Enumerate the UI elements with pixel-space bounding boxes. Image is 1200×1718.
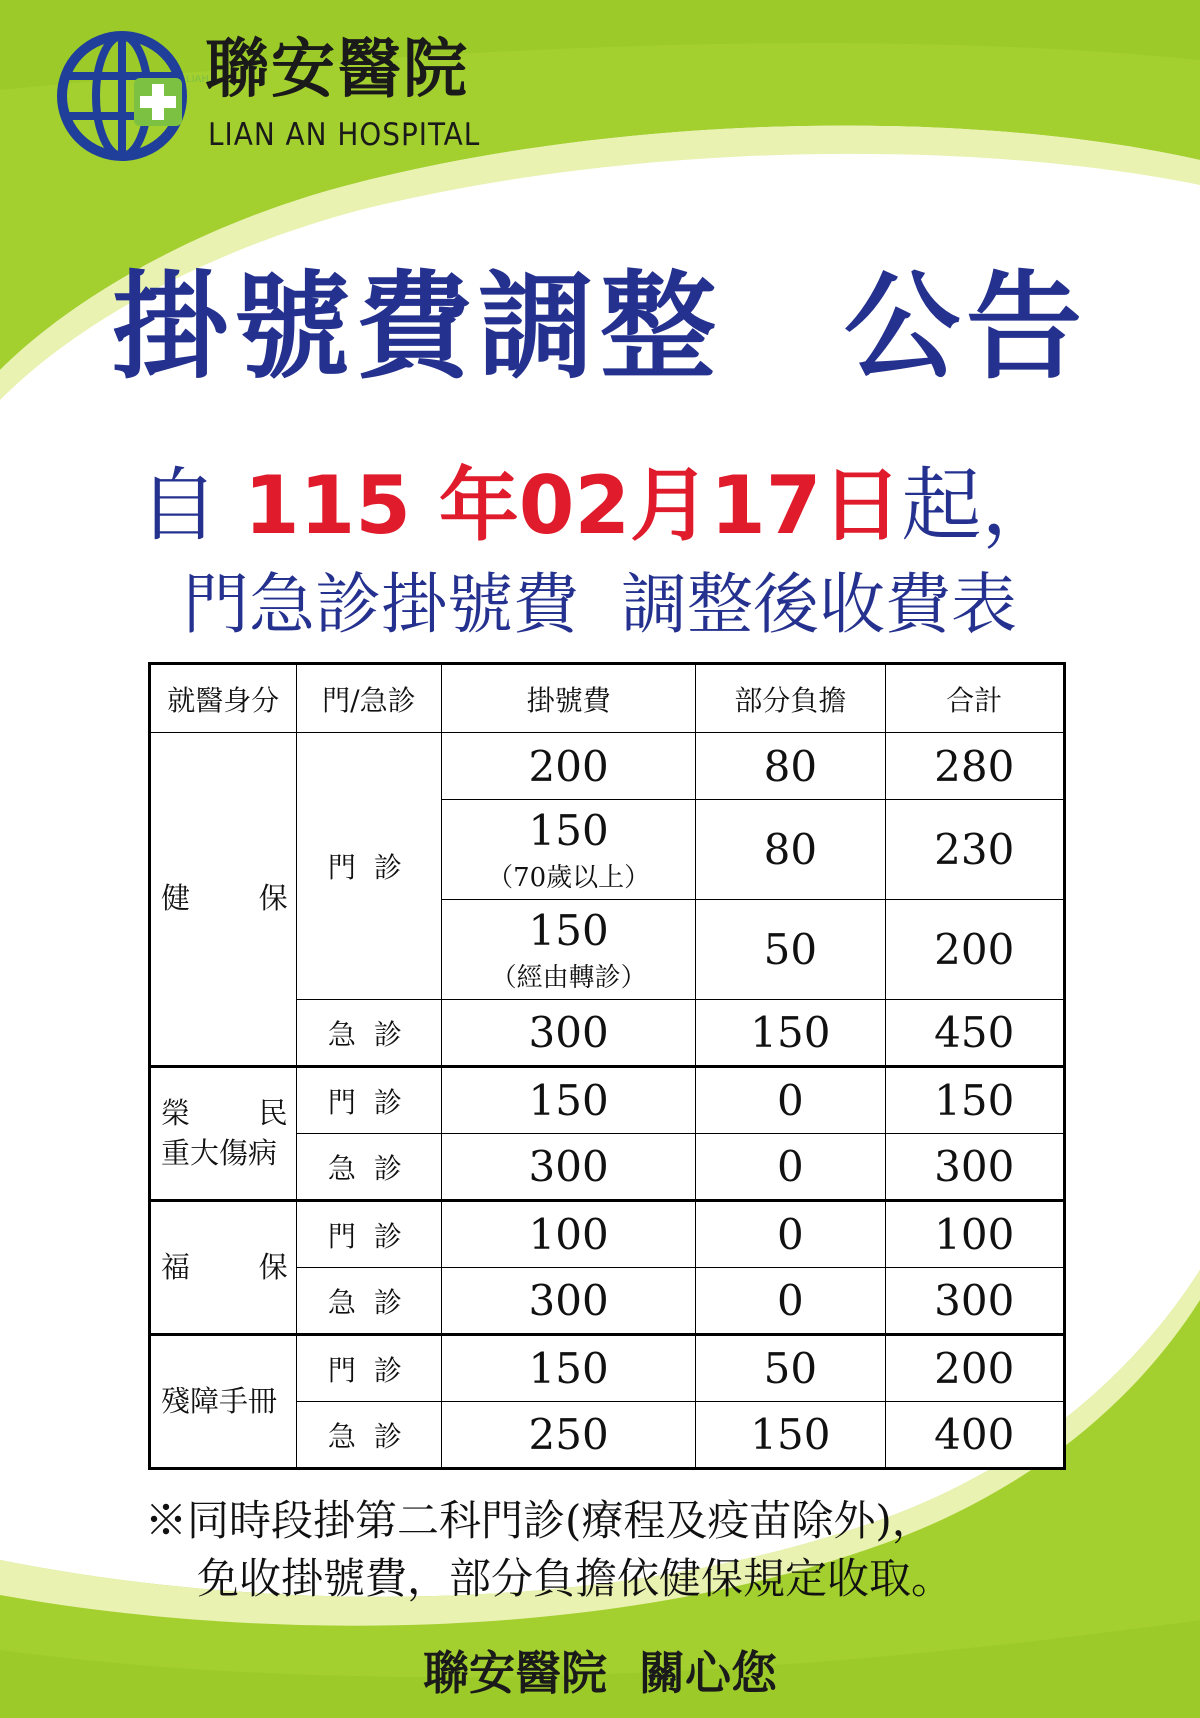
hospital-name-zh: 聯安醫院 (205, 33, 469, 107)
fee-cell: 150 （經由轉診） (442, 900, 696, 1000)
fee-note: （70歲以上） (487, 862, 651, 893)
effective-date-line (0, 459, 1200, 552)
total-cell: 230 (885, 800, 1064, 900)
fee-cell: 150 (442, 1067, 696, 1134)
total-cell: 450 (885, 1000, 1064, 1067)
type-outpatient: 門診 (296, 1201, 442, 1268)
table-row (150, 1201, 1065, 1268)
fee-note: （經由轉診） (490, 962, 647, 993)
type-emergency: 急診 (296, 1268, 442, 1335)
fee-cell: 150 （70歲以上） (442, 800, 696, 900)
fee-cell: 200 (442, 733, 696, 800)
fee-cell: 150 (442, 1335, 696, 1402)
copay-cell: 0 (696, 1268, 885, 1335)
logo-letters: LIAH (186, 74, 209, 85)
table-row (150, 1067, 1065, 1134)
copay-cell: 0 (696, 1067, 885, 1134)
table-subtitle: 門急診掛號費 調整後收費表 (183, 566, 1017, 643)
total-cell: 100 (885, 1201, 1064, 1268)
fee-cell: 300 (442, 1000, 696, 1067)
type-emergency: 急診 (296, 1134, 442, 1201)
copay-cell: 150 (696, 1402, 885, 1469)
effective-date: 115 年02月17日 (243, 459, 902, 552)
group-welfare: 福 保 (150, 1201, 297, 1335)
total-cell: 300 (885, 1268, 1064, 1335)
globe-cross-icon (58, 30, 209, 170)
type-emergency: 急診 (296, 1000, 442, 1067)
header-visit-type: 門/急診 (296, 664, 442, 733)
copay-cell: 0 (696, 1134, 885, 1201)
type-emergency: 急診 (296, 1402, 442, 1469)
type-outpatient: 門診 (296, 733, 442, 1000)
fee-cell: 100 (442, 1201, 696, 1268)
group-nhi: 健 保 (150, 733, 297, 1067)
table-row (150, 1335, 1065, 1402)
table-header-row (150, 664, 1065, 733)
table-row (150, 733, 1065, 800)
remark-note (145, 1492, 1105, 1608)
total-cell: 400 (885, 1402, 1064, 1469)
total-cell: 150 (885, 1067, 1064, 1134)
total-cell: 280 (885, 733, 1064, 800)
header-total: 合計 (885, 664, 1064, 733)
total-cell: 300 (885, 1134, 1064, 1201)
copay-cell: 80 (696, 800, 885, 900)
total-cell: 200 (885, 1335, 1064, 1402)
remark-line-2: 免收掛號費，部分負擔依健保規定收取。 (197, 1554, 954, 1603)
copay-cell: 0 (696, 1201, 885, 1268)
type-outpatient: 門診 (296, 1067, 442, 1134)
group-veteran: 榮 民 重大傷病 (150, 1067, 297, 1201)
total-cell: 200 (885, 900, 1064, 1000)
header-registration-fee: 掛號費 (442, 664, 696, 733)
fee-cell: 250 (442, 1402, 696, 1469)
date-prefix: 自 (138, 459, 244, 552)
group-disability: 殘障手冊 (150, 1335, 297, 1469)
header-identity: 就醫身分 (150, 664, 297, 733)
page-title: 掛號費調整 公告 (112, 260, 1088, 395)
copay-cell: 50 (696, 900, 885, 1000)
copay-cell: 150 (696, 1000, 885, 1067)
fee-table (148, 662, 1066, 1470)
fee-cell: 300 (442, 1268, 696, 1335)
header-copay: 部分負擔 (696, 664, 885, 733)
footer-slogan: 聯安醫院 關心您 (422, 1646, 778, 1700)
fee-cell: 300 (442, 1134, 696, 1201)
type-outpatient: 門診 (296, 1335, 442, 1402)
copay-cell: 80 (696, 733, 885, 800)
hospital-name-en: LIAN AN HOSPITAL (208, 117, 481, 153)
date-suffix: 起， (901, 459, 1062, 552)
remark-line-1: ※同時段掛第二科門診(療程及疫苗除外)， (145, 1496, 934, 1545)
copay-cell: 50 (696, 1335, 885, 1402)
